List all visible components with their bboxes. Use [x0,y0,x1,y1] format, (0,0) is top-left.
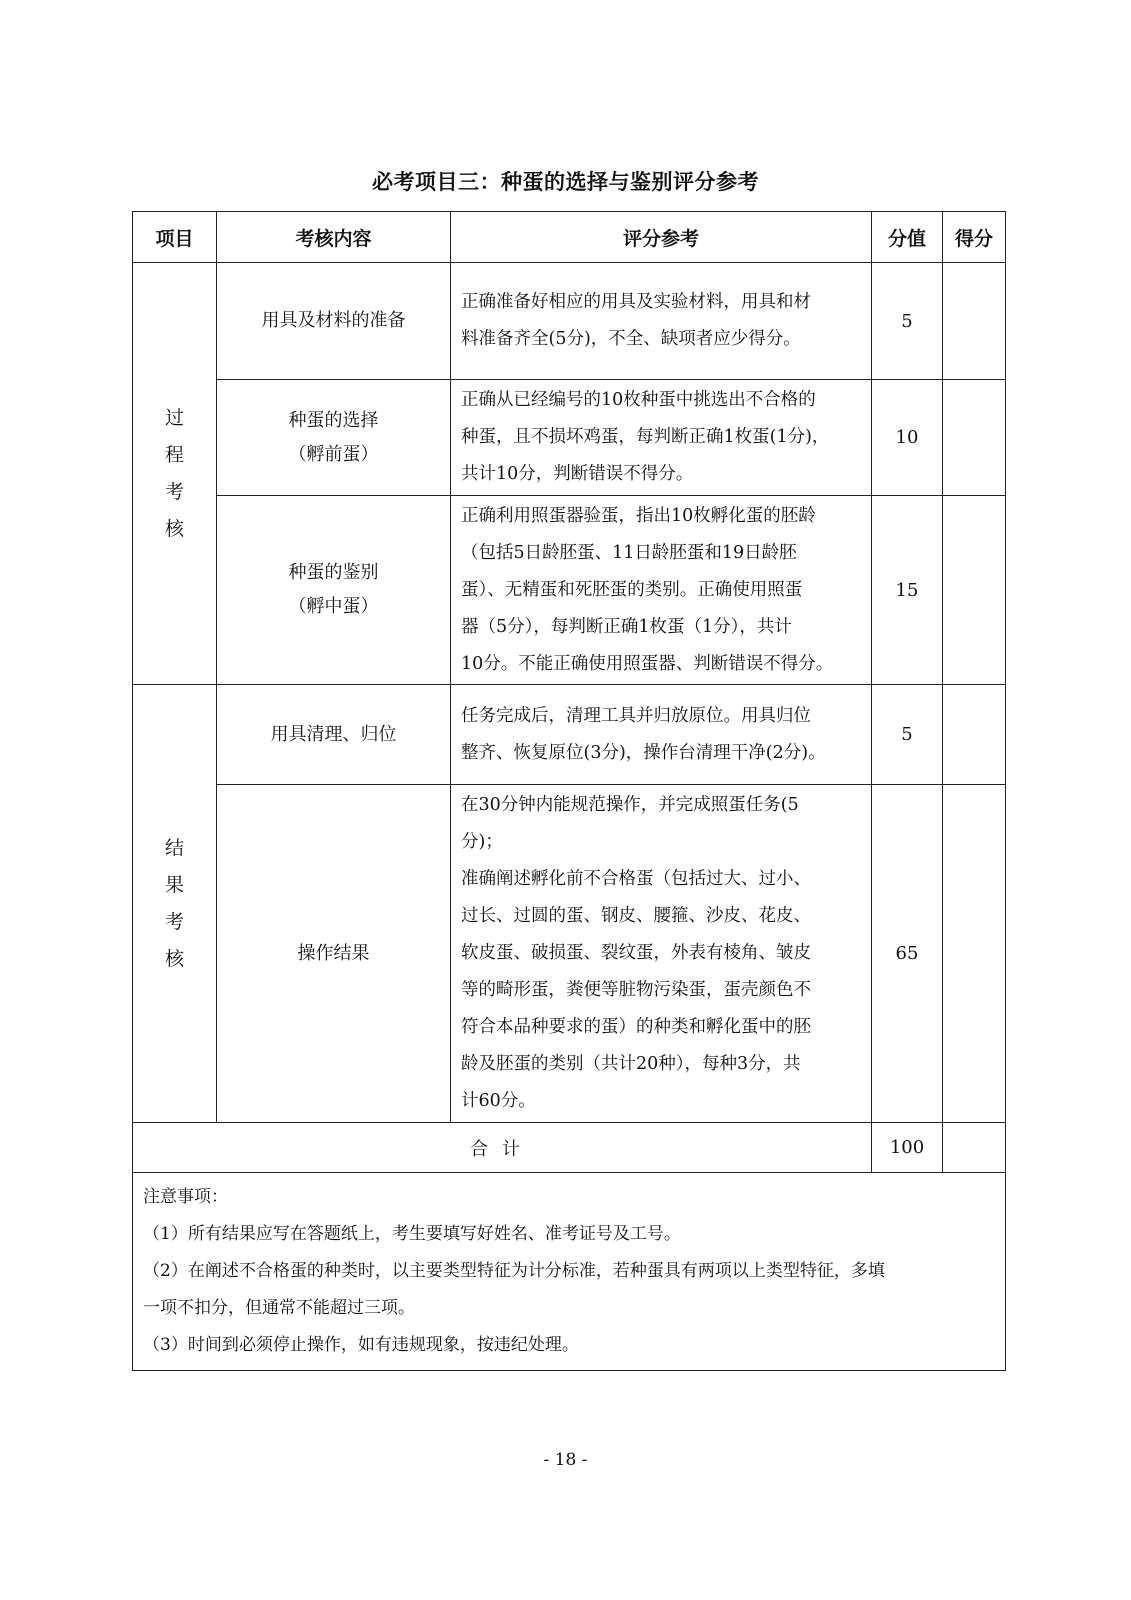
content-cell: 用具清理、归位 [217,685,451,785]
table-row [133,496,1006,685]
total-score: 100 [872,1123,943,1173]
score-cell: 5 [872,685,943,785]
header-content: 考核内容 [217,212,451,263]
notes-heading: 注意事项： [143,1187,228,1207]
notes-row [133,1173,1006,1371]
content-cell: 种蛋的选择 （孵前蛋） [217,380,451,496]
content-cell: 操作结果 [217,785,451,1123]
table-header-row [133,212,1006,263]
got-cell [943,785,1006,1123]
scoring-table [132,211,1006,1371]
score-cell: 65 [872,785,943,1123]
content-cell: 用具及材料的准备 [217,263,451,380]
category-result: 结 果 考 核 [133,685,217,1123]
got-cell [943,263,1006,380]
note-item: 一项不扣分，但通常不能超过三项。 [143,1298,415,1318]
got-cell [943,496,1006,685]
criteria-cell: 正确从已经编号的10枚种蛋中挑选出不合格的 种蛋，且不损坏鸡蛋，每判断正确1枚蛋(1分)， 共计10分，判断错误不得分。 [451,380,872,496]
score-cell: 10 [872,380,943,496]
table-row [133,380,1006,496]
score-cell: 15 [872,496,943,685]
notes-cell [133,1173,1006,1371]
score-cell: 5 [872,263,943,380]
got-cell [943,380,1006,496]
table-row [133,263,1006,380]
note-item: （2）在阐述不合格蛋的种类时，以主要类型特征为计分标准，若种蛋具有两项以上类型特征，多填 [143,1261,885,1281]
content-cell: 种蛋的鉴别 （孵中蛋） [217,496,451,685]
criteria-cell: 任务完成后，清理工具并归放原位。用具归位 整齐、恢复原位(3分)，操作台清理干净(2分)。 [451,685,872,785]
header-score: 分值 [872,212,943,263]
criteria-cell: 在30分钟内能规范操作，并完成照蛋任务(5 分)； 准确阐述孵化前不合格蛋（包括过大、过小、 过长、过圆的蛋、钢皮、腰箍、沙皮、花皮、 软皮蛋、破损蛋、裂纹蛋，外表有棱角、皱皮 等的畸形蛋，粪便等脏物污染蛋，蛋壳颜色不 符合本品种要求的蛋）的种类和孵化蛋中的胚 龄及胚蛋的类别（共计20种），每种3分，共 计60分。 [451,785,872,1123]
criteria-cell: 正确准备好相应的用具及实验材料，用具和材 料准备齐全(5分)，不全、缺项者应少得分。 [451,263,872,380]
header-item: 项目 [133,212,217,263]
total-label: 合计 [133,1123,872,1173]
page-number: - 18 - [543,1450,588,1470]
note-item: （3）时间到必须停止操作，如有违规现象，按违纪处理。 [143,1335,579,1355]
note-item: （1）所有结果应写在答题纸上，考生要填写好姓名、准考证号及工号。 [143,1224,681,1244]
total-got-cell [943,1123,1006,1173]
table-row [133,685,1006,785]
page-title: 必考项目三：种蛋的选择与鉴别评分参考 [372,170,759,194]
total-row [133,1123,1006,1173]
header-criteria: 评分参考 [451,212,872,263]
table-row [133,785,1006,1123]
category-process: 过 程 考 核 [133,263,217,685]
got-cell [943,685,1006,785]
criteria-cell: 正确利用照蛋器验蛋，指出10枚孵化蛋的胚龄 （包括5日龄胚蛋、11日龄胚蛋和19日龄胚 蛋）、无精蛋和死胚蛋的类别。正确使用照蛋 器（5分），每判断正确1枚蛋（1分），共计 10分。不能正确使用照蛋器、判断错误不得分。 [451,496,872,685]
header-got: 得分 [943,212,1006,263]
